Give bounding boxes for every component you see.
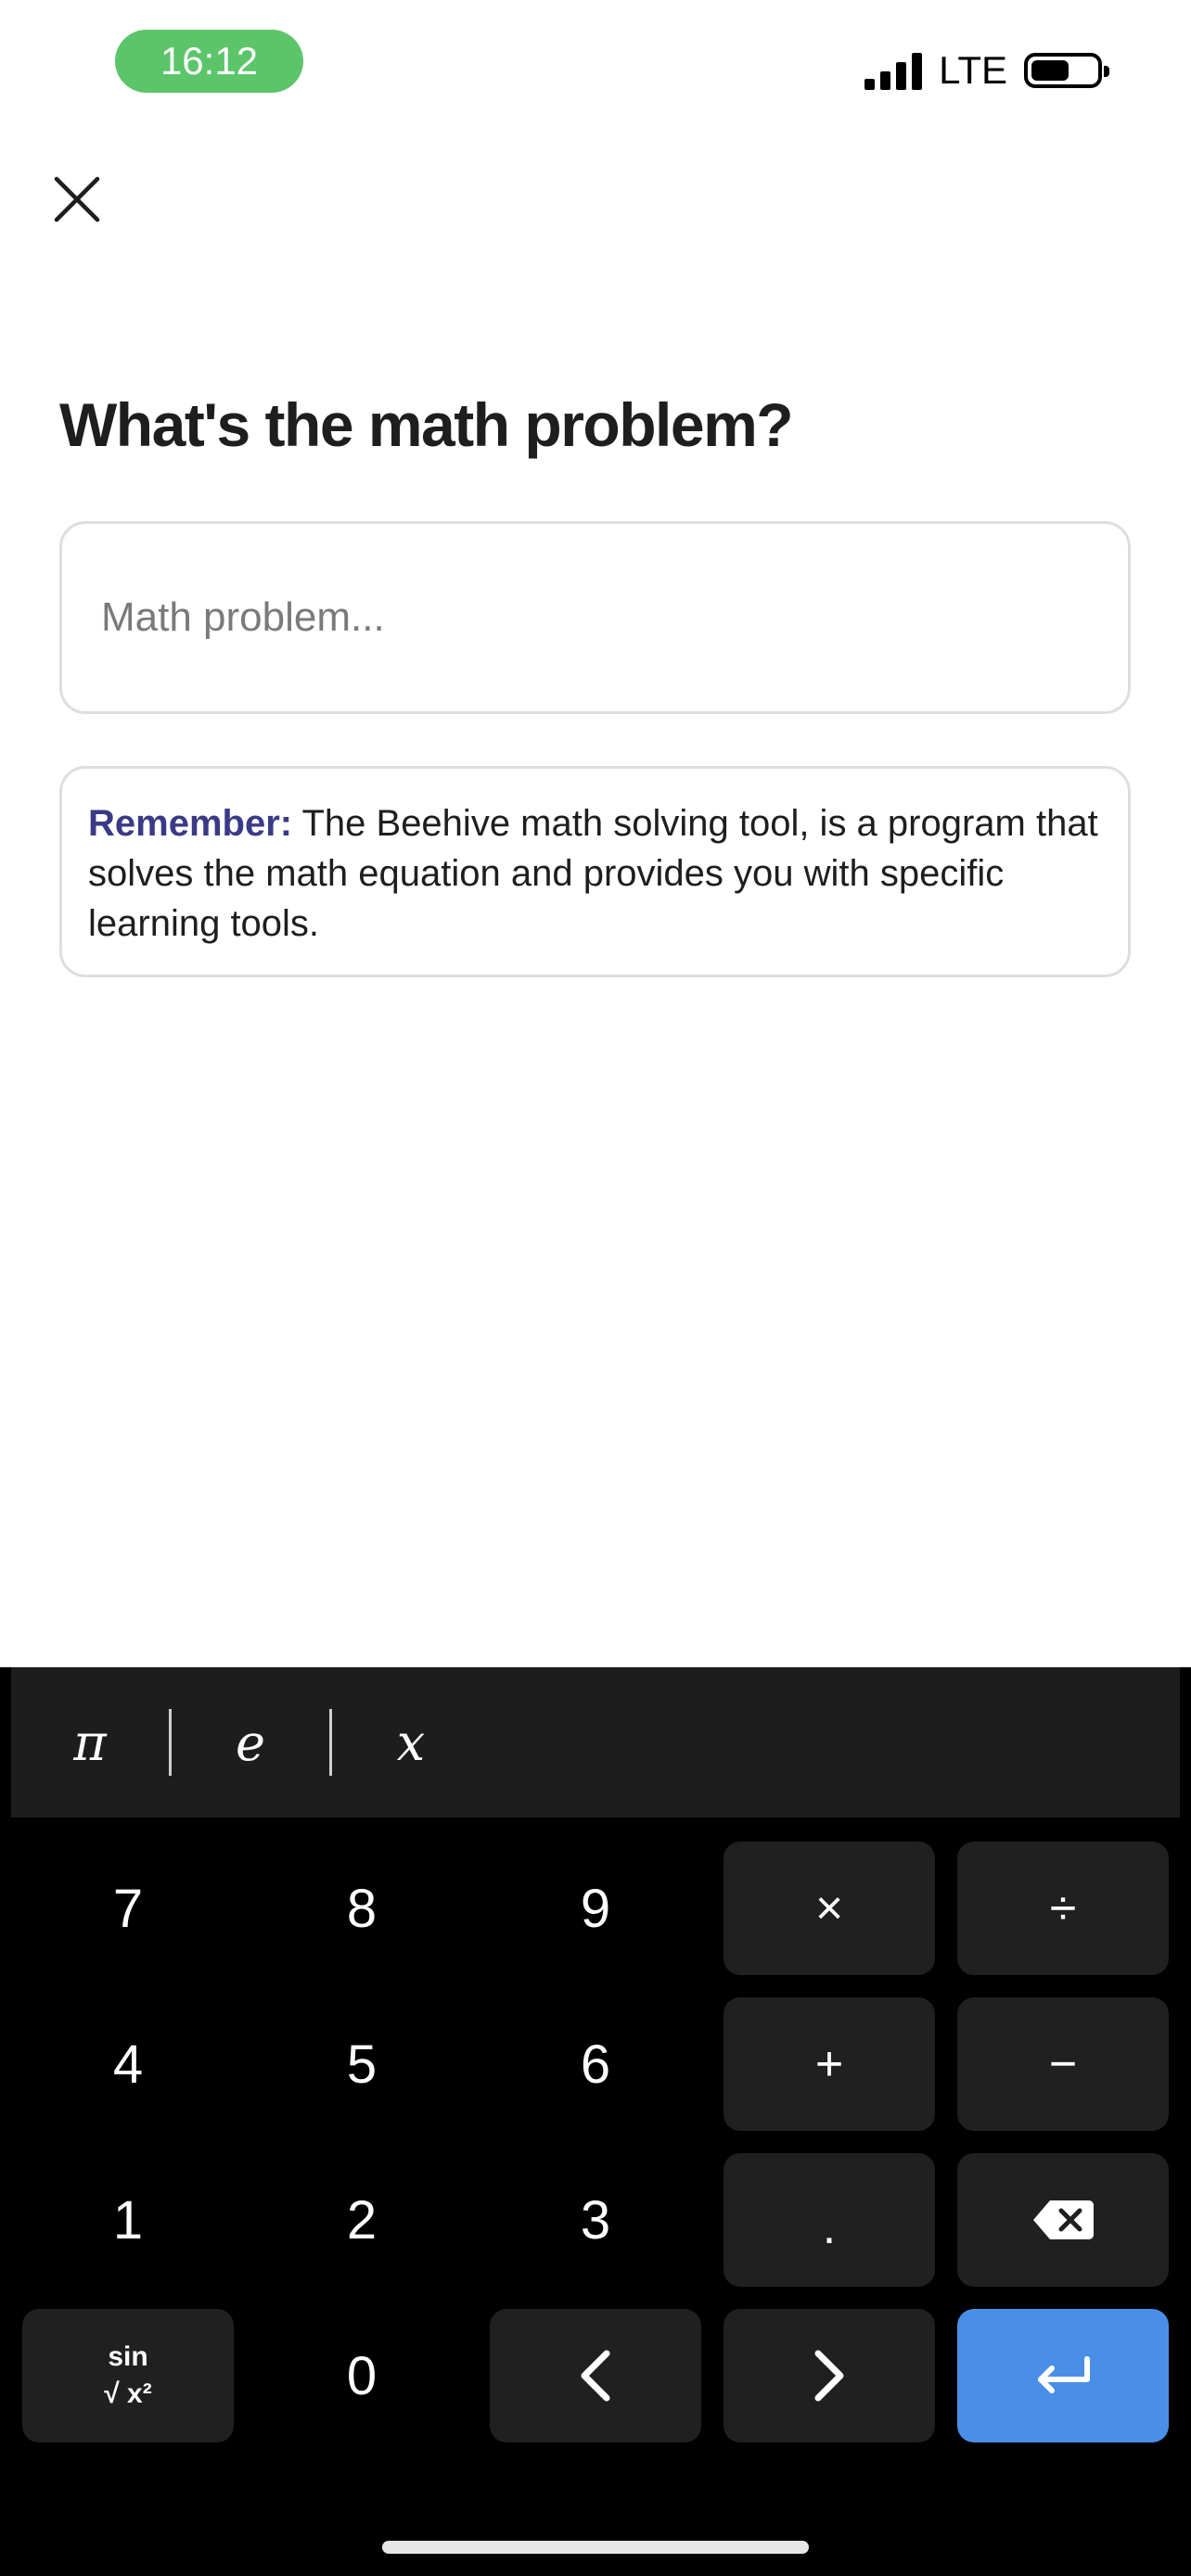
key-4[interactable]: 4 [112, 2034, 144, 2095]
network-type: LTE [939, 48, 1007, 92]
key-backspace[interactable] [957, 2153, 1169, 2287]
key-1[interactable]: 1 [112, 2189, 144, 2251]
key-functions[interactable] [22, 2309, 234, 2442]
reminder-text: The Beehive math solving tool, is a program that solves the math equation and provides you with specific learning tools. [88, 803, 1098, 944]
key-6[interactable]: 6 [580, 2034, 611, 2095]
page-title: What's the math problem? [59, 390, 793, 459]
math-problem-input[interactable] [99, 593, 1128, 642]
symbol-bar [11, 1667, 1180, 1817]
functions-line-2: √ x² [104, 2378, 152, 2409]
battery-icon [1024, 53, 1102, 88]
backspace-icon [1031, 2199, 1095, 2241]
key-0[interactable]: 0 [346, 2345, 378, 2406]
key-divide[interactable] [957, 1842, 1169, 1975]
close-icon [53, 175, 101, 223]
symbol-key-e[interactable]: e [236, 1713, 265, 1772]
key-enter[interactable] [957, 2309, 1169, 2442]
status-time: 16:12 [115, 30, 303, 93]
key-multiply[interactable] [724, 1842, 935, 1975]
key-minus[interactable] [957, 1997, 1169, 2131]
symbol-key-x[interactable]: x [396, 1713, 426, 1772]
symbol-key-pi[interactable]: π [73, 1713, 107, 1772]
key-7[interactable]: 7 [112, 1878, 144, 1939]
key-9[interactable]: 9 [580, 1878, 611, 1939]
key-8[interactable]: 8 [346, 1878, 378, 1939]
home-indicator[interactable] [382, 2541, 809, 2554]
decimal-label: . [822, 2200, 837, 2254]
key-decimal[interactable] [724, 2153, 935, 2287]
status-indicators [864, 45, 1102, 96]
reminder-label: Remember: [88, 803, 293, 844]
chevron-left-icon [579, 2350, 612, 2402]
functions-label [104, 2343, 151, 2408]
key-5[interactable]: 5 [346, 2034, 378, 2095]
chevron-right-icon [813, 2350, 846, 2402]
signal-icon [864, 51, 922, 90]
multiply-label: × [814, 1881, 844, 1935]
key-cursor-left[interactable] [490, 2309, 701, 2442]
key-3[interactable]: 3 [580, 2189, 611, 2251]
math-problem-field[interactable] [59, 521, 1131, 714]
math-keyboard [0, 1667, 1191, 2576]
plus-label: + [814, 2037, 844, 2091]
reminder-note [59, 766, 1131, 977]
key-cursor-right[interactable] [724, 2309, 935, 2442]
divide-label: ÷ [1049, 1881, 1077, 1935]
functions-line-1: sin [108, 2341, 148, 2372]
key-2[interactable]: 2 [346, 2189, 378, 2251]
enter-icon [1033, 2355, 1093, 2396]
close-button[interactable] [45, 167, 109, 232]
key-plus[interactable] [724, 1997, 935, 2131]
minus-label: − [1048, 2037, 1078, 2091]
